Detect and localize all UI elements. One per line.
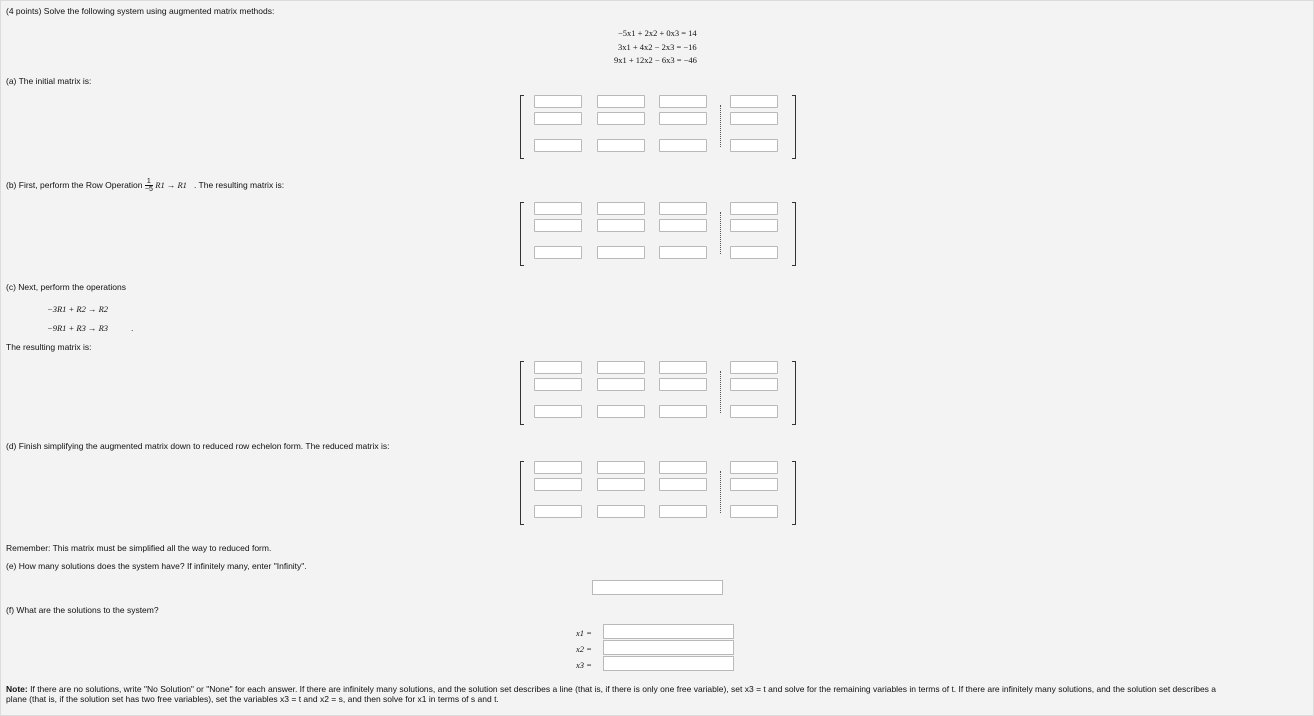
equation-3: 9x1 + 12x2 − 6x3 = −46 (614, 55, 697, 65)
part-b-prefix: (b) First, perform the Row Operation (6, 179, 143, 190)
part-f-label: (f) What are the solutions to the system? (6, 605, 159, 615)
x3-label: x3 = (576, 660, 592, 670)
matrix-c-cell[interactable] (659, 405, 707, 418)
matrix-a-cell[interactable] (659, 95, 707, 108)
matrix-d-cell[interactable] (730, 478, 778, 491)
matrix-b-cell[interactable] (534, 246, 582, 259)
augment-bar (720, 471, 721, 513)
left-bracket (520, 95, 524, 159)
left-bracket (520, 361, 524, 425)
augment-bar (720, 212, 721, 254)
matrix-c-cell[interactable] (534, 361, 582, 374)
right-bracket (792, 95, 796, 159)
matrix-b-cell[interactable] (597, 202, 645, 215)
matrix-c-cell[interactable] (730, 405, 778, 418)
matrix-d-cell[interactable] (730, 461, 778, 474)
note-line-1 (6, 684, 1216, 694)
note-line-2: plane (that is, if the solution set has two free variables), set the variables x3 = t and x2 = s, and then solve for x1 in terms of s and t. (6, 694, 499, 704)
matrix-c-cell[interactable] (730, 378, 778, 391)
matrix-c-cell[interactable] (730, 361, 778, 374)
matrix-d-cell[interactable] (730, 505, 778, 518)
matrix-d-cell[interactable] (534, 505, 582, 518)
part-c-label: (c) Next, perform the operations (6, 282, 126, 292)
matrix-b-cell[interactable] (534, 202, 582, 215)
matrix-a-cell[interactable] (597, 139, 645, 152)
matrix-a-cell[interactable] (659, 112, 707, 125)
row-op-1: −3R1 + R2 → R2 (47, 304, 109, 314)
row-op: R1 → R1 (155, 179, 187, 190)
note-label: Note: (6, 684, 28, 694)
matrix-b-cell[interactable] (730, 202, 778, 215)
matrix-a-cell[interactable] (730, 112, 778, 125)
matrix-a-cell[interactable] (597, 112, 645, 125)
part-b-label (6, 178, 284, 193)
matrix-a-cell[interactable] (659, 139, 707, 152)
matrix-c-cell[interactable] (534, 378, 582, 391)
row-op-fraction (145, 178, 153, 193)
x1-label: x1 = (576, 628, 592, 638)
matrix-b-cell[interactable] (597, 219, 645, 232)
x2-input[interactable] (603, 640, 734, 655)
note-text-1: If there are no solutions, write "No Solution" or "None" for each answer. If there are infinitely many solutions, and the solution set describes a line (that is, if there is only one free variable), set x3 = t and solve for the remaining variables in terms of t. If there are infinitely many solutions, and the solution set describes a (30, 684, 1217, 694)
matrix-a-cell[interactable] (534, 139, 582, 152)
part-a-label: (a) The initial matrix is: (6, 76, 92, 86)
matrix-b-cell[interactable] (730, 246, 778, 259)
problem-header: (4 points) Solve the following system using augmented matrix methods: (6, 6, 275, 16)
matrix-c-cell[interactable] (597, 361, 645, 374)
equation-2: 3x1 + 4x2 − 2x3 = −16 (618, 42, 697, 52)
right-bracket (792, 361, 796, 425)
x1-input[interactable] (603, 624, 734, 639)
matrix-b-cell[interactable] (534, 219, 582, 232)
part-b-suffix: . The resulting matrix is: (193, 179, 285, 190)
matrix-d-cell[interactable] (597, 505, 645, 518)
left-bracket (520, 461, 524, 525)
matrix-a-cell[interactable] (730, 95, 778, 108)
row-op-2: −9R1 + R3 → R3 (47, 323, 109, 333)
matrix-a (520, 95, 796, 157)
part-e-label: (e) How many solutions does the system have? If infinitely many, enter "Infinity". (6, 561, 307, 571)
solution-count-input[interactable] (592, 580, 723, 595)
matrix-a-cell[interactable] (534, 112, 582, 125)
x2-label: x2 = (576, 644, 592, 654)
matrix-a-cell[interactable] (730, 139, 778, 152)
right-bracket (792, 202, 796, 266)
augment-bar (720, 105, 721, 147)
matrix-c-cell[interactable] (534, 405, 582, 418)
row-op-2-tail: . (131, 323, 134, 333)
matrix-c-cell[interactable] (659, 378, 707, 391)
part-d-label: (d) Finish simplifying the augmented matrix down to reduced row echelon form. The reduced matrix is: (6, 441, 390, 451)
matrix-b (520, 202, 796, 264)
matrix-d-cell[interactable] (534, 461, 582, 474)
matrix-b-cell[interactable] (730, 219, 778, 232)
matrix-a-cell[interactable] (597, 95, 645, 108)
matrix-b-cell[interactable] (659, 202, 707, 215)
matrix-c-cell[interactable] (597, 405, 645, 418)
matrix-d-cell[interactable] (659, 505, 707, 518)
matrix-b-cell[interactable] (659, 219, 707, 232)
part-c-result-label: The resulting matrix is: (6, 342, 92, 352)
remember-note: Remember: This matrix must be simplified all the way to reduced form. (6, 543, 272, 553)
matrix-d-cell[interactable] (534, 478, 582, 491)
matrix-d (520, 461, 796, 523)
matrix-d-cell[interactable] (597, 461, 645, 474)
matrix-c (520, 361, 796, 423)
matrix-a-cell[interactable] (534, 95, 582, 108)
left-bracket (520, 202, 524, 266)
fraction-denominator: −5 (144, 186, 153, 193)
augment-bar (720, 371, 721, 413)
matrix-d-cell[interactable] (597, 478, 645, 491)
matrix-b-cell[interactable] (597, 246, 645, 259)
matrix-d-cell[interactable] (659, 478, 707, 491)
matrix-c-cell[interactable] (597, 378, 645, 391)
matrix-d-cell[interactable] (659, 461, 707, 474)
right-bracket (792, 461, 796, 525)
matrix-c-cell[interactable] (659, 361, 707, 374)
equation-1: −5x1 + 2x2 + 0x3 = 14 (618, 28, 697, 38)
fraction-numerator: 1 (145, 178, 153, 186)
matrix-b-cell[interactable] (659, 246, 707, 259)
x3-input[interactable] (603, 656, 734, 671)
